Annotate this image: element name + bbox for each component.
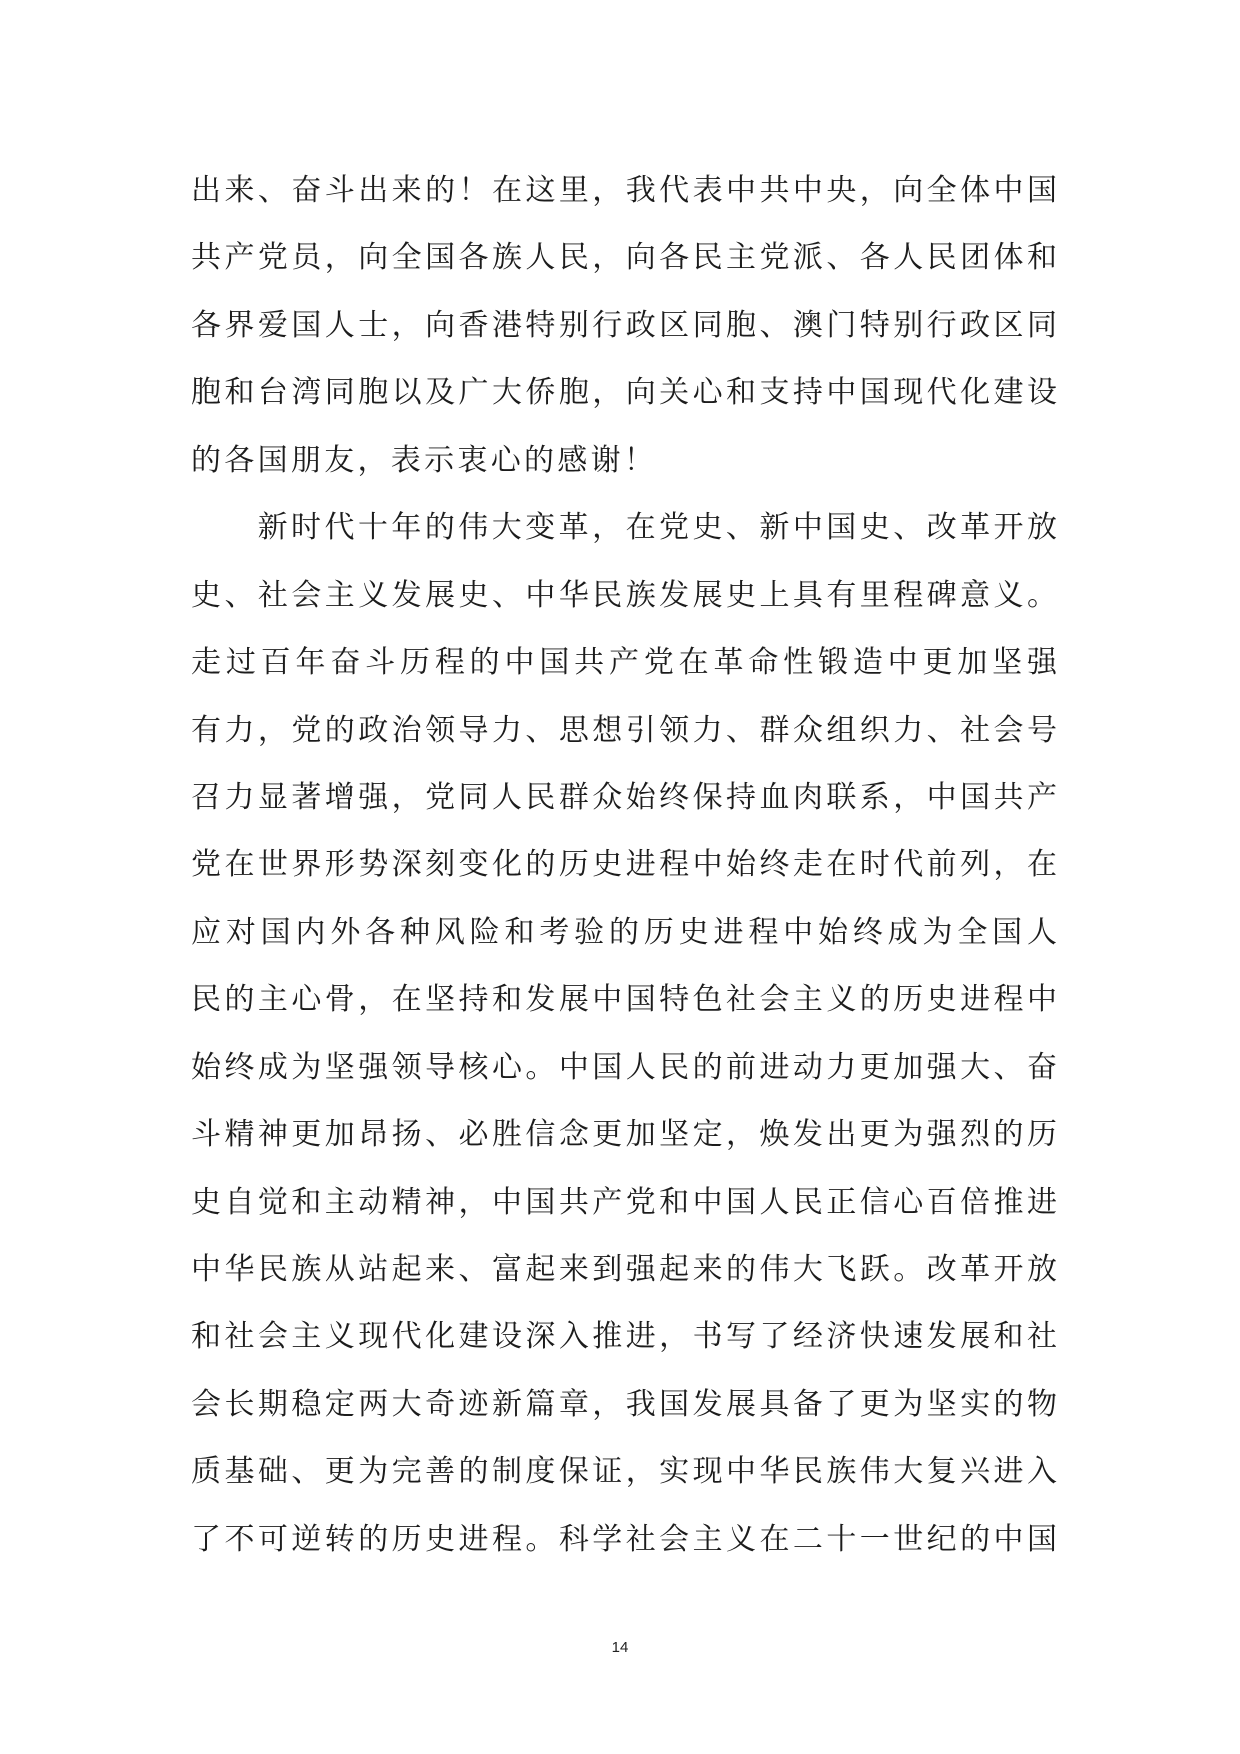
text-line: 中华民族从站起来、富起来到强起来的伟大飞跃。改革开放: [191, 1252, 1057, 1287]
text-line: 民的主心骨，在坚持和发展中国特色社会主义的历史进程中: [191, 982, 1057, 1018]
text-line: 各界爱国人士，向香港特别行政区同胞、澳门特别行政区同: [191, 307, 1057, 343]
paragraph-2: [191, 494, 1057, 1573]
text-line: 斗精神更加昂扬、必胜信念更加坚定，焕发出更为强烈的历: [191, 1117, 1057, 1153]
text-line: 党在世界形势深刻变化的历史进程中始终走在时代前列，在: [191, 847, 1057, 883]
text-line: 始终成为坚强领导核心。中国人民的前进动力更加强大、奋: [191, 1049, 1057, 1085]
text-line: 的各国朋友，表示衷心的感谢！: [191, 442, 658, 478]
text-line: 出来、奋斗出来的！在这里，我代表中共中央，向全体中国: [191, 173, 1057, 208]
text-line: 共产党员，向全国各族人民，向各民主党派、各人民团体和: [191, 240, 1057, 276]
text-line: 质基础、更为完善的制度保证，实现中华民族伟大复兴进入: [191, 1454, 1057, 1490]
text-line: 了不可逆转的历史进程。科学社会主义在二十一世纪的中国: [191, 1521, 1057, 1557]
text-line: 走过百年奋斗历程的中国共产党在革命性锻造中更加坚强: [191, 645, 1057, 681]
text-line: 有力，党的政治领导力、思想引领力、群众组织力、社会号: [191, 712, 1057, 748]
text-line: 胞和台湾同胞以及广大侨胞，向关心和支持中国现代化建设: [191, 375, 1057, 411]
paragraph-1: [191, 157, 1057, 494]
body-text: [191, 157, 1057, 1573]
text-line: 应对国内外各种风险和考验的历史进程中始终成为全国人: [191, 914, 1057, 950]
text-line: 史自觉和主动精神，中国共产党和中国人民正信心百倍推进: [191, 1184, 1057, 1220]
text-line: 会长期稳定两大奇迹新篇章，我国发展具备了更为坚实的物: [191, 1386, 1057, 1422]
text-line: 召力显著增强，党同人民群众始终保持血肉联系，中国共产: [191, 779, 1057, 815]
text-line: 和社会主义现代化建设深入推进，书写了经济快速发展和社: [191, 1319, 1057, 1355]
page-number: 14: [611, 1639, 629, 1656]
text-line: 史、社会主义发展史、中华民族发展史上具有里程碑意义。: [191, 577, 1057, 613]
text-line: 新时代十年的伟大变革，在党史、新中国史、改革开放: [257, 510, 1057, 546]
